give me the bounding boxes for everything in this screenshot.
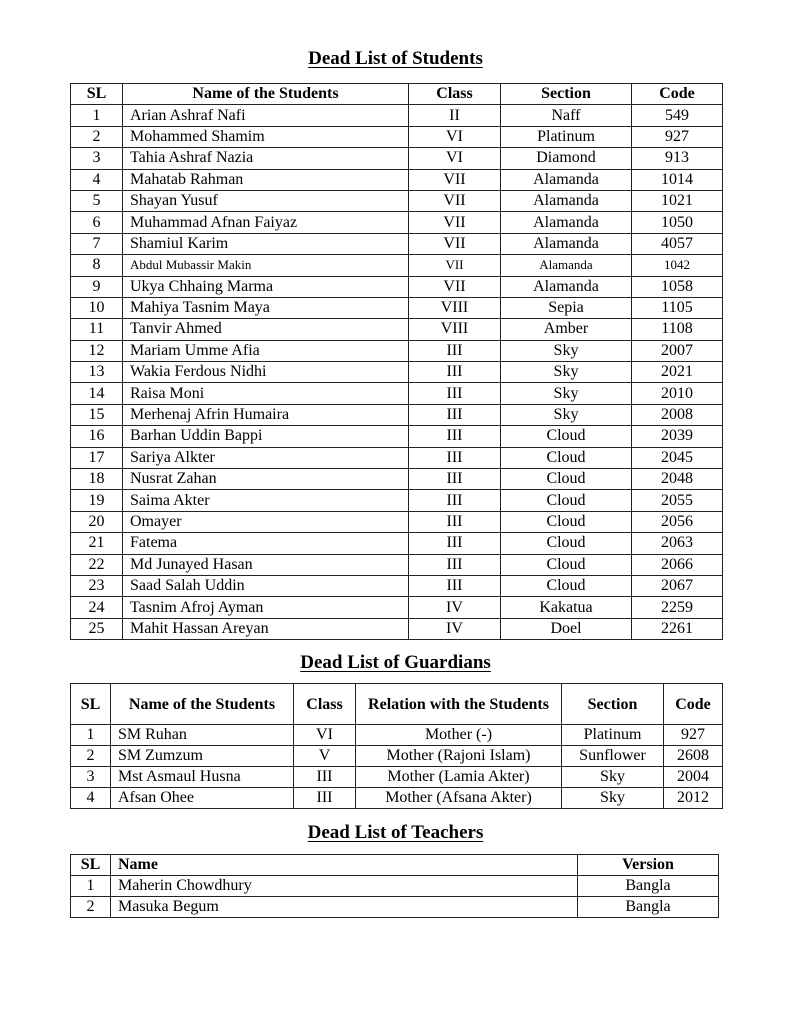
- cell-class: VII: [409, 255, 501, 276]
- cell-section: Alamanda: [501, 276, 632, 297]
- cell-sl: 6: [71, 212, 123, 233]
- cell-name: Merhenaj Afrin Humaira: [123, 404, 409, 425]
- header-name: Name: [111, 855, 578, 876]
- header-code: Code: [664, 684, 723, 725]
- cell-class: III: [409, 362, 501, 383]
- cell-class: III: [409, 575, 501, 596]
- table-row: [71, 575, 723, 596]
- cell-name: Saima Akter: [123, 490, 409, 511]
- cell-class: VII: [409, 276, 501, 297]
- cell-section: Alamanda: [501, 190, 632, 211]
- students-table: [70, 83, 723, 640]
- cell-sl: 2: [71, 126, 123, 147]
- cell-sl: 21: [71, 533, 123, 554]
- cell-name: Afsan Ohee: [111, 788, 294, 809]
- table-row: [71, 490, 723, 511]
- cell-section: Cloud: [501, 575, 632, 596]
- cell-class: VIII: [409, 297, 501, 318]
- cell-class: IV: [409, 597, 501, 618]
- cell-sl: 2: [71, 897, 111, 918]
- header-name: Name of the Students: [123, 84, 409, 105]
- cell-code: 1014: [632, 169, 723, 190]
- cell-code: 2008: [632, 404, 723, 425]
- cell-name: Sariya Alkter: [123, 447, 409, 468]
- cell-class: IV: [409, 618, 501, 639]
- cell-code: 1042: [632, 255, 723, 276]
- header-sl: SL: [71, 684, 111, 725]
- cell-sl: 25: [71, 618, 123, 639]
- cell-code: 2066: [632, 554, 723, 575]
- cell-section: Alamanda: [501, 233, 632, 254]
- table-row: [71, 447, 723, 468]
- cell-name: Mahit Hassan Areyan: [123, 618, 409, 639]
- cell-version: Bangla: [578, 897, 719, 918]
- cell-name: Mariam Umme Afia: [123, 340, 409, 361]
- cell-sl: 4: [71, 169, 123, 190]
- cell-name: Barhan Uddin Bappi: [123, 426, 409, 447]
- cell-code: 2007: [632, 340, 723, 361]
- cell-class: III: [294, 767, 356, 788]
- cell-code: 2039: [632, 426, 723, 447]
- cell-sl: 3: [71, 767, 111, 788]
- table-row: [71, 362, 723, 383]
- cell-sl: 23: [71, 575, 123, 596]
- table-row: [71, 212, 723, 233]
- table-row: [71, 319, 723, 340]
- guardians-table: [70, 683, 723, 809]
- cell-code: 2056: [632, 511, 723, 532]
- table-row: [71, 876, 719, 897]
- cell-name: SM Zumzum: [111, 746, 294, 767]
- header-relation: Relation with the Students: [356, 684, 562, 725]
- cell-name: Shayan Yusuf: [123, 190, 409, 211]
- cell-section: Cloud: [501, 533, 632, 554]
- cell-relation: Mother (Afsana Akter): [356, 788, 562, 809]
- cell-sl: 8: [71, 255, 123, 276]
- cell-section: Sky: [562, 767, 664, 788]
- cell-section: Amber: [501, 319, 632, 340]
- cell-section: Sky: [501, 340, 632, 361]
- cell-section: Cloud: [501, 554, 632, 575]
- cell-sl: 12: [71, 340, 123, 361]
- cell-class: III: [409, 383, 501, 404]
- cell-sl: 18: [71, 469, 123, 490]
- cell-section: Cloud: [501, 490, 632, 511]
- cell-name: Saad Salah Uddin: [123, 575, 409, 596]
- cell-code: 927: [664, 725, 723, 746]
- header-sl: SL: [71, 855, 111, 876]
- cell-name: Omayer: [123, 511, 409, 532]
- cell-code: 1108: [632, 319, 723, 340]
- cell-code: 2021: [632, 362, 723, 383]
- cell-class: III: [409, 404, 501, 425]
- cell-sl: 14: [71, 383, 123, 404]
- cell-section: Diamond: [501, 148, 632, 169]
- cell-relation: Mother (Lamia Akter): [356, 767, 562, 788]
- cell-class: III: [409, 554, 501, 575]
- cell-sl: 22: [71, 554, 123, 575]
- cell-sl: 17: [71, 447, 123, 468]
- cell-name: Tahia Ashraf Nazia: [123, 148, 409, 169]
- cell-sl: 11: [71, 319, 123, 340]
- cell-code: 2048: [632, 469, 723, 490]
- cell-sl: 1: [71, 105, 123, 126]
- table-row: [71, 746, 723, 767]
- cell-class: III: [294, 788, 356, 809]
- header-section: Section: [501, 84, 632, 105]
- cell-sl: 1: [71, 876, 111, 897]
- header-name: Name of the Students: [111, 684, 294, 725]
- table-row: [71, 126, 723, 147]
- cell-name: Abdul Mubassir Makin: [123, 255, 409, 276]
- cell-section: Cloud: [501, 511, 632, 532]
- cell-code: 2608: [664, 746, 723, 767]
- header-section: Section: [562, 684, 664, 725]
- cell-name: Ukya Chhaing Marma: [123, 276, 409, 297]
- cell-name: Maherin Chowdhury: [111, 876, 578, 897]
- cell-name: Raisa Moni: [123, 383, 409, 404]
- cell-class: III: [409, 469, 501, 490]
- table-row: [71, 297, 723, 318]
- cell-sl: 9: [71, 276, 123, 297]
- cell-name: Muhammad Afnan Faiyaz: [123, 212, 409, 233]
- cell-class: VI: [409, 126, 501, 147]
- cell-sl: 2: [71, 746, 111, 767]
- cell-name: Nusrat Zahan: [123, 469, 409, 490]
- cell-class: VII: [409, 233, 501, 254]
- cell-sl: 10: [71, 297, 123, 318]
- cell-code: 2045: [632, 447, 723, 468]
- cell-name: Shamiul Karim: [123, 233, 409, 254]
- cell-class: V: [294, 746, 356, 767]
- guardians-title: Dead List of Guardians: [300, 652, 491, 673]
- header-version: Version: [578, 855, 719, 876]
- cell-code: 2261: [632, 618, 723, 639]
- table-row: [71, 233, 723, 254]
- cell-section: Sepia: [501, 297, 632, 318]
- cell-name: Mohammed Shamim: [123, 126, 409, 147]
- cell-section: Kakatua: [501, 597, 632, 618]
- cell-class: VII: [409, 169, 501, 190]
- cell-version: Bangla: [578, 876, 719, 897]
- cell-class: VI: [294, 725, 356, 746]
- cell-section: Sky: [562, 788, 664, 809]
- cell-class: II: [409, 105, 501, 126]
- cell-sl: 19: [71, 490, 123, 511]
- cell-class: III: [409, 533, 501, 554]
- table-row: [71, 383, 723, 404]
- table-row: [71, 788, 723, 809]
- cell-code: 927: [632, 126, 723, 147]
- cell-code: 1105: [632, 297, 723, 318]
- table-row: [71, 767, 723, 788]
- cell-code: 549: [632, 105, 723, 126]
- cell-name: Arian Ashraf Nafi: [123, 105, 409, 126]
- table-row: [71, 190, 723, 211]
- cell-name: Tanvir Ahmed: [123, 319, 409, 340]
- cell-name: Md Junayed Hasan: [123, 554, 409, 575]
- header-class: Class: [294, 684, 356, 725]
- table-row: [71, 255, 723, 276]
- table-row: [71, 597, 723, 618]
- cell-code: 2067: [632, 575, 723, 596]
- cell-name: Mst Asmaul Husna: [111, 767, 294, 788]
- header-sl: SL: [71, 84, 123, 105]
- cell-code: 1021: [632, 190, 723, 211]
- table-row: [71, 276, 723, 297]
- cell-class: III: [409, 426, 501, 447]
- table-row: [71, 169, 723, 190]
- cell-name: Wakia Ferdous Nidhi: [123, 362, 409, 383]
- cell-section: Sky: [501, 404, 632, 425]
- cell-relation: Mother (Rajoni Islam): [356, 746, 562, 767]
- cell-code: 2010: [632, 383, 723, 404]
- cell-name: Mahatab Rahman: [123, 169, 409, 190]
- table-row: [71, 340, 723, 361]
- cell-name: Mahiya Tasnim Maya: [123, 297, 409, 318]
- cell-section: Cloud: [501, 469, 632, 490]
- cell-relation: Mother (-): [356, 725, 562, 746]
- cell-name: Tasnim Afroj Ayman: [123, 597, 409, 618]
- cell-section: Doel: [501, 618, 632, 639]
- cell-code: 2063: [632, 533, 723, 554]
- table-row: [71, 105, 723, 126]
- cell-sl: 5: [71, 190, 123, 211]
- table-header-row: [71, 84, 723, 105]
- table-row: [71, 533, 723, 554]
- cell-sl: 1: [71, 725, 111, 746]
- cell-class: VI: [409, 148, 501, 169]
- table-row: [71, 554, 723, 575]
- cell-sl: 20: [71, 511, 123, 532]
- cell-sl: 7: [71, 233, 123, 254]
- cell-class: III: [409, 447, 501, 468]
- cell-class: VIII: [409, 319, 501, 340]
- cell-section: Sky: [501, 362, 632, 383]
- cell-section: Cloud: [501, 426, 632, 447]
- table-row: [71, 426, 723, 447]
- cell-code: 4057: [632, 233, 723, 254]
- cell-section: Alamanda: [501, 255, 632, 276]
- table-row: [71, 618, 723, 639]
- teachers-table: [70, 854, 719, 918]
- cell-code: 1050: [632, 212, 723, 233]
- cell-section: Cloud: [501, 447, 632, 468]
- table-row: [71, 469, 723, 490]
- cell-code: 2012: [664, 788, 723, 809]
- cell-code: 2259: [632, 597, 723, 618]
- cell-code: 2004: [664, 767, 723, 788]
- table-row: [71, 511, 723, 532]
- cell-section: Alamanda: [501, 169, 632, 190]
- cell-name: SM Ruhan: [111, 725, 294, 746]
- cell-code: 2055: [632, 490, 723, 511]
- cell-name: Masuka Begum: [111, 897, 578, 918]
- cell-section: Sky: [501, 383, 632, 404]
- table-header-row: [71, 855, 719, 876]
- cell-name: Fatema: [123, 533, 409, 554]
- students-title: Dead List of Students: [308, 48, 483, 69]
- header-code: Code: [632, 84, 723, 105]
- cell-class: VII: [409, 212, 501, 233]
- table-header-row: [71, 684, 723, 725]
- cell-section: Platinum: [501, 126, 632, 147]
- header-class: Class: [409, 84, 501, 105]
- table-row: [71, 725, 723, 746]
- cell-class: III: [409, 511, 501, 532]
- cell-sl: 24: [71, 597, 123, 618]
- cell-sl: 3: [71, 148, 123, 169]
- cell-section: Platinum: [562, 725, 664, 746]
- teachers-title: Dead List of Teachers: [307, 822, 484, 843]
- cell-sl: 13: [71, 362, 123, 383]
- cell-class: III: [409, 490, 501, 511]
- table-row: [71, 404, 723, 425]
- cell-section: Sunflower: [562, 746, 664, 767]
- cell-sl: 16: [71, 426, 123, 447]
- cell-sl: 4: [71, 788, 111, 809]
- cell-section: Naff: [501, 105, 632, 126]
- cell-sl: 15: [71, 404, 123, 425]
- table-row: [71, 897, 719, 918]
- cell-code: 913: [632, 148, 723, 169]
- cell-class: III: [409, 340, 501, 361]
- cell-section: Alamanda: [501, 212, 632, 233]
- cell-class: VII: [409, 190, 501, 211]
- table-row: [71, 148, 723, 169]
- cell-code: 1058: [632, 276, 723, 297]
